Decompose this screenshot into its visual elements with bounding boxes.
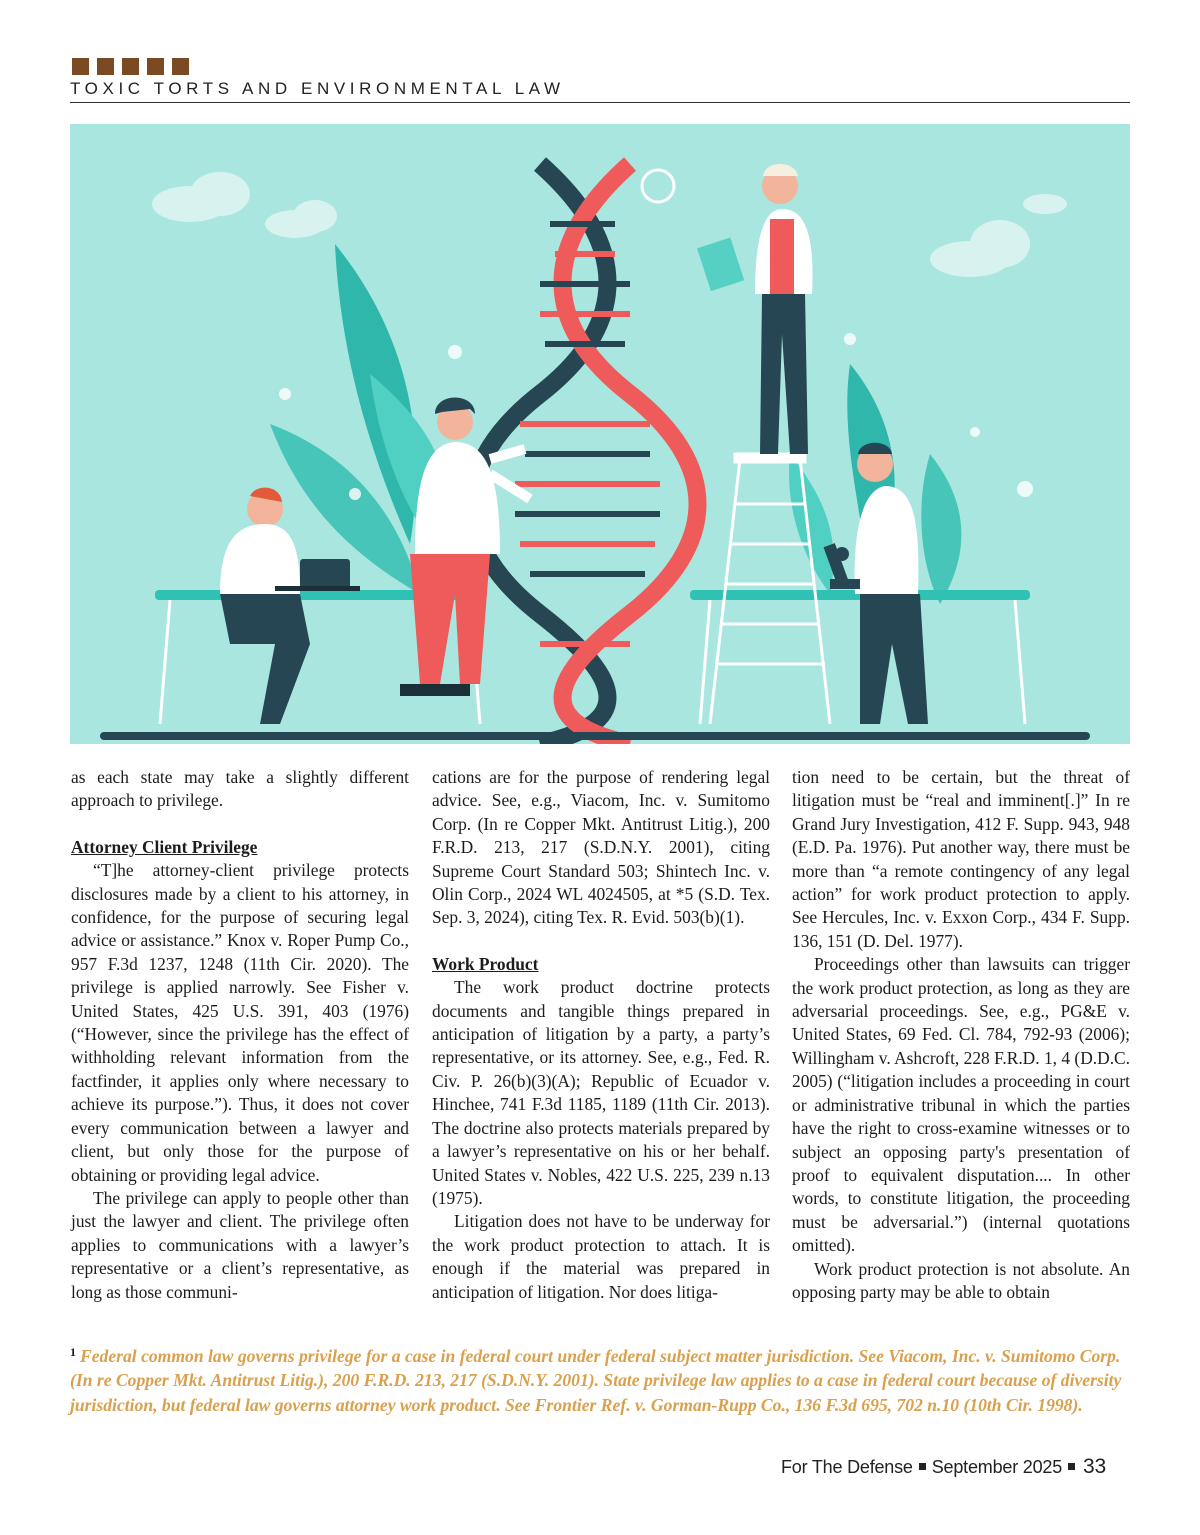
paragraph: The privilege can apply to people other than just the lawyer and client. The privilege often applies to communications with a lawyer’s representative or a client’s representative, as long as those communi- (71, 1187, 409, 1302)
paragraph: Work product protection is not absolute. An opposing party may be able to obtain (792, 1258, 1130, 1302)
separator-square (919, 1463, 926, 1470)
page-footer (781, 1455, 1106, 1479)
paragraph: “T]he attorney-client privilege protects disclosures made by a client to his attorney, in confidence, for the purpose of securing legal advice or assistance.” Knox v. Roper Pump Co., 957 F.3d 1237, 1248 (11th Cir. 2020). The privilege is applied narrowly. See Fisher v. United States, 425 U.S. 391, 403 (1976) (“However, since the privilege has the effect of withholding relevant information from the factfinder, it applies only where necessary to achieve its purpose.”). Thus, it does not cover every communication between a lawyer and client, but only those for the purpose of obtaining or providing legal advice. (71, 860, 409, 1185)
paragraph: Litigation does not have to be underway for the work product protection to attach. It is enough if the material was prepared in anticipation of litigation. Nor does litiga- (432, 1211, 770, 1302)
heading-work-product: Work Product (432, 953, 539, 974)
paragraph: Proceedings other than lawsuits can trigger the work product protection, as long as they are adversarial proceedings. See, e.g., PG&E v. United States, 69 Fed. Cl. 784, 792-93 (2006); Willingham v. Ashcroft, 228 F.R.D. 1, 4 (D.D.C. 2005) (“litigation includes a proceeding in court or administrative tribunal in which the parties have the right to cross-examine witnesses or to subject an opposing party's presentation of proof to equivalent disputation.... In other words, to constitute litigation, the proceeding must be adversarial.”) (internal quotations omitted). (792, 954, 1130, 1256)
paragraph: The work product doctrine protects documents and tangible things prepared in anticipation of litigation by a party, a party’s representative, or its attorney. See, e.g., Fed. R. Civ. P. 26(b)(3)(A); Republic of Ecuador v. Hinchee, 741 F.3d 1185, 1189 (11th Cir. 2013). The doctrine also protects materials prepared by a lawyer’s representative on his or her behalf. United States v. Nobles, 422 U.S. 225, 239 n.13 (1975). (432, 977, 770, 1208)
paragraph: cations are for the purpose of rendering legal advice. See, e.g., Viacom, Inc. v. Sumitomo Corp. (In re Copper Mkt. Antitrust Litig.), 200 F.R.D. 213, 217 (S.D.N.Y. 2001), citing Supreme Court Standard 503; Shintech Inc. v. Olin Corp., 2024 WL 4024505, at *5 (S.D. Tex. Sep. 3, 2024), citing Tex. R. Evid. 503(b)(1). (432, 767, 770, 928)
publication-name: For The Defense (780, 1457, 913, 1477)
column-3 (792, 766, 1130, 1304)
section-title: TOXIC TORTS AND ENVIRONMENTAL LAW (70, 78, 1130, 103)
marker-square (172, 58, 189, 75)
separator-square (1068, 1463, 1075, 1470)
footnote-text: Federal common law governs privilege for a case in federal court under federal subject matter jurisdiction. See Viacom, Inc. v. Sumitomo Corp. (In re Copper Mkt. Antitrust Litig.), 200 F.R.D. 213, 217 (S.D.N.Y. 2001). State privilege law applies to a case in federal court because of diversity jurisdiction, but federal law governs attorney work product. See Frontier Ref. v. Gorman-Rupp Co., 136 F.3d 695, 702 n.10 (10th Cir. 1998). (70, 1346, 1122, 1415)
scientist-with-clipboard (697, 164, 812, 454)
dna-scientists-illustration (70, 124, 1130, 744)
section-marker-squares (72, 58, 189, 75)
footnote-marker: 1 (70, 1345, 76, 1359)
paragraph: as each state may take a slightly different approach to privilege. (71, 767, 409, 811)
page-number: 33 (1083, 1455, 1106, 1478)
column-1 (71, 766, 409, 1304)
marker-square (122, 58, 139, 75)
marker-square (72, 58, 89, 75)
column-2 (432, 766, 770, 1304)
issue-date: September 2025 (931, 1457, 1063, 1477)
marker-square (147, 58, 164, 75)
footnote (70, 1340, 1132, 1417)
paragraph: tion need to be certain, but the threat of litigation must be “real and imminent[.]” In re Grand Jury Investigation, 412 F. Supp. 943, 948 (E.D. Pa. 1976). Put another way, there must be more than “a remote contingency of any legal action” for work product protection to apply. See Hercules, Inc. v. Exxon Corp., 434 F. Supp. 136, 151 (D. Del. 1977). (792, 767, 1130, 951)
marker-square (97, 58, 114, 75)
heading-attorney-client-privilege: Attorney Client Privilege (71, 836, 258, 857)
